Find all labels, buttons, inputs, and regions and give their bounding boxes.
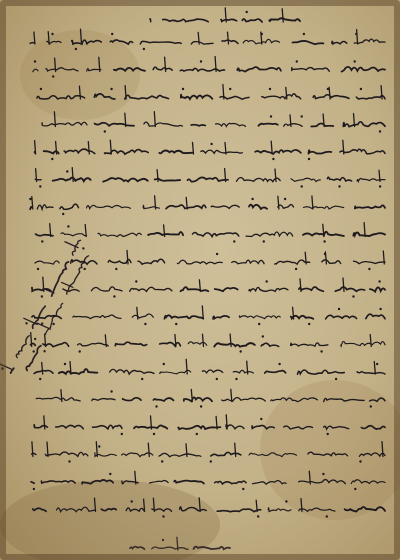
- margin-note-ink: [0, 234, 100, 384]
- text-line: [35, 250, 385, 270]
- header-line: [150, 8, 300, 22]
- text-line: [31, 333, 386, 353]
- text-line: [33, 57, 385, 78]
- text-line: [37, 85, 385, 100]
- text-line: [32, 442, 386, 463]
- text-line: [35, 168, 385, 188]
- text-line: [31, 471, 385, 490]
- text-line: [34, 415, 385, 435]
- header-ink: [150, 8, 300, 22]
- text-line: [33, 498, 385, 518]
- text-line: [36, 223, 386, 243]
- margin-line: [0, 234, 87, 377]
- margin-note: [0, 234, 100, 384]
- bottom-note: [130, 537, 230, 550]
- text-line: [36, 389, 385, 407]
- text-line: [32, 277, 385, 298]
- margin-line: [15, 249, 95, 374]
- text-line: [30, 29, 385, 50]
- text-line: [34, 359, 385, 380]
- text-lines: [29, 29, 385, 550]
- text-line: [35, 140, 386, 160]
- text-line: [29, 196, 385, 215]
- text-line: [42, 112, 385, 133]
- text-line: [32, 306, 385, 325]
